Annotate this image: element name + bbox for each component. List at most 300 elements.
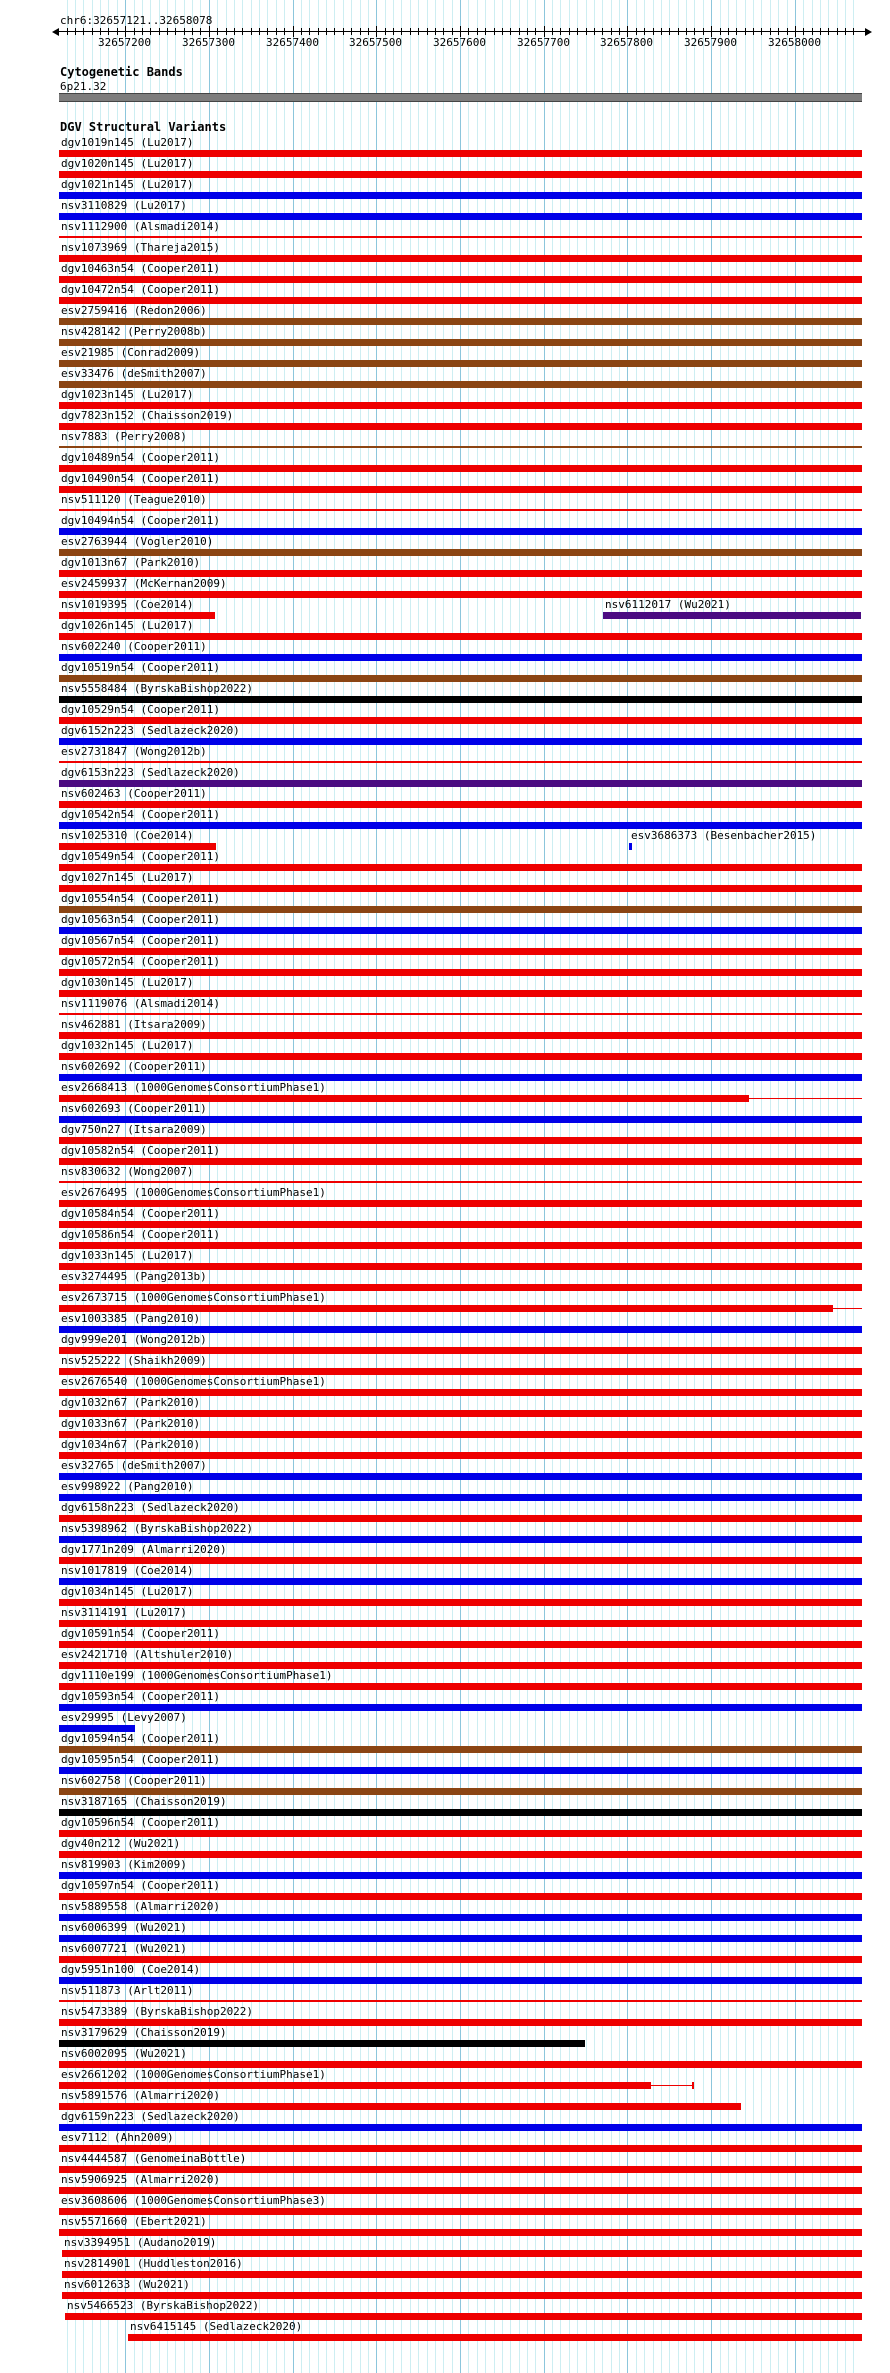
variant-label[interactable]: nsv830632 (Wong2007) (61, 1165, 194, 1178)
variant-label[interactable]: nsv5398962 (ByrskaBishop2022) (61, 1522, 254, 1535)
variant-bar[interactable] (59, 1473, 862, 1480)
minor-gridline (477, 0, 478, 2373)
minor-gridline (678, 0, 679, 2373)
variant-bar[interactable] (59, 381, 862, 388)
ruler-minor-tick (510, 28, 511, 35)
variant-label[interactable]: dgv1019n145 (Lu2017) (61, 136, 194, 149)
variant-label[interactable]: nsv6112017 (Wu2021) (605, 598, 731, 611)
band-label: 6p21.32 (60, 80, 107, 93)
variant-label[interactable]: esv3686373 (Besenbacher2015) (631, 829, 817, 842)
variant-label[interactable]: nsv511873 (Arlt2011) (61, 1984, 194, 1997)
variant-bar[interactable] (59, 1704, 862, 1711)
variant-bar[interactable] (59, 1872, 862, 1879)
variant-label[interactable]: nsv5571660 (Ebert2021) (61, 2215, 207, 2228)
variant-bar[interactable] (59, 1158, 862, 1165)
variant-label[interactable]: esv2661202 (1000GenomesConsortiumPhase1) (61, 2068, 326, 2081)
variant-label[interactable]: nsv819903 (Kim2009) (61, 1858, 187, 1871)
variant-label[interactable]: esv2763944 (Vogler2010) (61, 535, 214, 548)
ruler-tick-label: 32657200 (98, 36, 151, 49)
variant-label[interactable]: esv7112 (Ahn2009) (61, 2131, 174, 2144)
variant-label[interactable]: nsv5466523 (ByrskaBishop2022) (67, 2299, 260, 2312)
ruler-minor-tick (159, 28, 160, 35)
variant-label[interactable]: dgv1771n209 (Almarri2020) (61, 1543, 227, 1556)
variant-label[interactable]: esv2421710 (Altshuler2010) (61, 1648, 234, 1661)
variant-bar[interactable] (59, 906, 862, 913)
variant-bar[interactable] (59, 1347, 862, 1354)
variant-bar[interactable] (59, 654, 862, 661)
variant-bar[interactable] (59, 465, 862, 472)
variant-bar[interactable] (59, 2082, 651, 2089)
variant-label[interactable]: dgv1027n145 (Lu2017) (61, 871, 194, 884)
variant-bar[interactable] (59, 1013, 862, 1015)
variant-bar[interactable] (59, 1683, 862, 1690)
ruler-minor-tick (602, 28, 603, 35)
variant-label[interactable]: dgv6153n223 (Sedlazeck2020) (61, 766, 240, 779)
variant-label[interactable]: dgv1110e199 (1000GenomesConsortiumPhase1) (61, 1669, 333, 1682)
variant-label[interactable]: nsv5889558 (Almarri2020) (61, 1900, 220, 1913)
variant-bar[interactable] (59, 1599, 862, 1606)
ruler-minor-tick (410, 28, 411, 35)
variant-bar[interactable] (59, 927, 862, 934)
variant-label[interactable]: nsv602240 (Cooper2011) (61, 640, 207, 653)
ruler-minor-tick (577, 28, 578, 35)
variant-bar[interactable] (59, 1263, 862, 1270)
variant-label[interactable]: nsv2814901 (Huddleston2016) (64, 2257, 243, 2270)
variant-bar[interactable] (62, 2250, 862, 2257)
variant-label[interactable]: dgv1032n67 (Park2010) (61, 1396, 201, 1409)
ruler-minor-tick (67, 28, 68, 35)
minor-gridline (602, 0, 603, 2373)
minor-gridline (753, 0, 754, 2373)
cytobands-track-title: Cytogenetic Bands (60, 65, 183, 79)
variant-bar[interactable] (59, 1914, 862, 1921)
variant-label[interactable]: nsv6007721 (Wu2021) (61, 1942, 187, 1955)
variant-bar[interactable] (59, 1746, 862, 1753)
ruler-minor-tick (108, 28, 109, 35)
variant-bar[interactable] (59, 1200, 862, 1207)
ruler-minor-tick (259, 28, 260, 35)
variant-bar[interactable] (59, 1221, 862, 1228)
variant-bar[interactable] (59, 528, 862, 535)
variant-connector-line[interactable] (651, 2085, 693, 2086)
variant-bar[interactable] (59, 1830, 862, 1837)
variant-bar[interactable] (59, 1305, 833, 1312)
variant-bar[interactable] (59, 1389, 862, 1396)
variant-bar[interactable] (59, 360, 862, 367)
minor-gridline (577, 0, 578, 2373)
variant-label[interactable]: nsv1019395 (Coe2014) (61, 598, 194, 611)
variant-bar[interactable] (59, 2145, 862, 2152)
variant-label[interactable]: dgv10463n54 (Cooper2011) (61, 262, 220, 275)
variant-bar[interactable] (59, 446, 862, 448)
variant-bar[interactable] (59, 1116, 862, 1123)
variant-bar[interactable] (59, 1053, 862, 1060)
variant-label[interactable]: nsv602692 (Cooper2011) (61, 1060, 207, 1073)
ruler-minor-tick (309, 28, 310, 35)
variant-label[interactable]: dgv1033n67 (Park2010) (61, 1417, 201, 1430)
ruler-minor-tick (100, 28, 101, 35)
variant-bar[interactable] (59, 549, 862, 556)
variant-bar[interactable] (59, 801, 862, 808)
variant-label[interactable]: nsv3179629 (Chaisson2019) (61, 2026, 227, 2039)
variant-label[interactable]: nsv1119076 (Alsmadi2014) (61, 997, 220, 1010)
variant-label[interactable]: dgv1034n145 (Lu2017) (61, 1585, 194, 1598)
ruler-minor-tick (519, 28, 520, 35)
variant-label[interactable]: dgv10542n54 (Cooper2011) (61, 808, 220, 821)
ruler-minor-tick (301, 28, 302, 35)
ruler-minor-tick (75, 28, 76, 35)
variant-bar[interactable] (59, 822, 862, 829)
variant-label[interactable]: esv3274495 (Pang2013b) (61, 1270, 207, 1283)
variant-bar[interactable] (59, 1326, 862, 1333)
variant-label[interactable]: nsv6012633 (Wu2021) (64, 2278, 190, 2291)
ruler-minor-tick (745, 28, 746, 35)
ruler-minor-tick (653, 28, 654, 35)
variant-bar[interactable] (59, 843, 216, 850)
variant-end-tick[interactable] (692, 2082, 694, 2089)
variant-bar[interactable] (59, 717, 862, 724)
variant-label[interactable]: esv2759416 (Redon2006) (61, 304, 207, 317)
ruler-minor-tick (644, 28, 645, 35)
variant-bar[interactable] (59, 1452, 862, 1459)
ruler-tick-label: 32657900 (684, 36, 737, 49)
variant-bar[interactable] (59, 2061, 862, 2068)
ruler-minor-tick (678, 28, 679, 35)
variant-bar[interactable] (59, 885, 862, 892)
variant-bar[interactable] (59, 509, 862, 511)
variant-bar[interactable] (59, 969, 862, 976)
major-gridline (627, 0, 628, 2373)
variant-label[interactable]: dgv10549n54 (Cooper2011) (61, 850, 220, 863)
variant-label[interactable]: dgv10594n54 (Cooper2011) (61, 1732, 220, 1745)
variant-bar[interactable] (59, 1284, 862, 1291)
variant-label[interactable]: esv2668413 (1000GenomesConsortiumPhase1) (61, 1081, 326, 1094)
variant-bar[interactable] (59, 1809, 862, 1816)
variant-label[interactable]: nsv5891576 (Almarri2020) (61, 2089, 220, 2102)
variant-bar[interactable] (59, 339, 862, 346)
variant-connector-line[interactable] (749, 1098, 862, 1099)
ruler-minor-tick (234, 28, 235, 35)
variant-label[interactable]: esv21985 (Conrad2009) (61, 346, 201, 359)
variant-label[interactable]: nsv462881 (Itsara2009) (61, 1018, 207, 1031)
variant-label[interactable]: nsv4444587 (GenomeinaBottle) (61, 2152, 247, 2165)
variant-label[interactable]: dgv10595n54 (Cooper2011) (61, 1753, 220, 1766)
variant-bar[interactable] (65, 2313, 862, 2320)
minor-gridline (351, 0, 352, 2373)
variant-bar[interactable] (59, 738, 862, 745)
variant-label[interactable]: esv2676540 (1000GenomesConsortiumPhase1) (61, 1375, 326, 1388)
variant-bar[interactable] (59, 1242, 862, 1249)
variant-bar[interactable] (59, 402, 862, 409)
minor-gridline (385, 0, 386, 2373)
variant-bar[interactable] (59, 423, 862, 430)
ruler-tick-label: 32657500 (349, 36, 402, 49)
minor-gridline (694, 0, 695, 2373)
variant-bar[interactable] (59, 1767, 862, 1774)
minor-gridline (510, 0, 511, 2373)
variant-label[interactable]: nsv602463 (Cooper2011) (61, 787, 207, 800)
minor-gridline (368, 0, 369, 2373)
variant-label[interactable]: nsv1112900 (Alsmadi2014) (61, 220, 220, 233)
ruler-minor-tick (661, 28, 662, 35)
variant-bar[interactable] (59, 2019, 862, 2026)
minor-gridline (519, 0, 520, 2373)
variant-label[interactable]: dgv1032n145 (Lu2017) (61, 1039, 194, 1052)
variant-label[interactable]: nsv7883 (Perry2008) (61, 430, 187, 443)
variant-label[interactable]: esv3608606 (1000GenomesConsortiumPhase3) (61, 2194, 326, 2207)
variant-label[interactable]: esv29995 (Levy2007) (61, 1711, 187, 1724)
variant-label[interactable]: esv2731847 (Wong2012b) (61, 745, 207, 758)
minor-gridline (778, 0, 779, 2373)
variant-label[interactable]: dgv10490n54 (Cooper2011) (61, 472, 220, 485)
variant-bar[interactable] (59, 696, 862, 703)
variant-label[interactable]: dgv10596n54 (Cooper2011) (61, 1816, 220, 1829)
variant-label[interactable]: dgv1030n145 (Lu2017) (61, 976, 194, 989)
ruler-minor-tick (636, 28, 637, 35)
variant-bar[interactable] (59, 1578, 862, 1585)
variant-label[interactable]: dgv10567n54 (Cooper2011) (61, 934, 220, 947)
variant-bar[interactable] (59, 1032, 862, 1039)
variant-bar[interactable] (59, 297, 862, 304)
variant-bar[interactable] (59, 276, 862, 283)
variant-bar[interactable] (59, 761, 862, 763)
variant-bar[interactable] (59, 1935, 862, 1942)
minor-gridline (644, 0, 645, 2373)
variant-bar[interactable] (59, 236, 862, 238)
variant-label[interactable]: dgv10519n54 (Cooper2011) (61, 661, 220, 674)
variant-label[interactable]: dgv1020n145 (Lu2017) (61, 157, 194, 170)
variant-label[interactable]: dgv7823n152 (Chaisson2019) (61, 409, 234, 422)
ruler-minor-tick (586, 28, 587, 35)
ruler-minor-tick (703, 28, 704, 35)
variant-bar[interactable] (59, 192, 862, 199)
variant-bar[interactable] (59, 633, 862, 640)
variant-bar[interactable] (59, 675, 862, 682)
ruler-minor-tick (117, 28, 118, 35)
variant-label[interactable]: nsv6415145 (Sedlazeck2020) (130, 2320, 303, 2333)
variant-bar[interactable] (59, 570, 862, 577)
variant-bar[interactable] (59, 1181, 862, 1183)
variant-label[interactable]: dgv1034n67 (Park2010) (61, 1438, 201, 1451)
variant-label[interactable]: dgv1013n67 (Park2010) (61, 556, 201, 569)
variant-bar[interactable] (59, 1410, 862, 1417)
minor-gridline (745, 0, 746, 2373)
ruler-minor-tick (83, 28, 84, 35)
variant-label[interactable]: dgv10529n54 (Cooper2011) (61, 703, 220, 716)
ruler-minor-tick (787, 28, 788, 35)
variant-label[interactable]: dgv10586n54 (Cooper2011) (61, 1228, 220, 1241)
variant-bar[interactable] (59, 2103, 741, 2110)
variant-label[interactable]: dgv6159n223 (Sedlazeck2020) (61, 2110, 240, 2123)
variant-label[interactable]: nsv3114191 (Lu2017) (61, 1606, 187, 1619)
ruler-minor-tick (142, 28, 143, 35)
ruler-minor-tick (318, 28, 319, 35)
variant-bar[interactable] (59, 1662, 862, 1669)
variant-label[interactable]: dgv5951n100 (Coe2014) (61, 1963, 201, 1976)
variant-label[interactable]: nsv602693 (Cooper2011) (61, 1102, 207, 1115)
variant-bar[interactable] (59, 612, 215, 619)
variant-bar[interactable] (59, 1893, 862, 1900)
variant-label[interactable]: dgv1033n145 (Lu2017) (61, 1249, 194, 1262)
variant-bar[interactable] (59, 1494, 862, 1501)
ruler-minor-tick (611, 28, 612, 35)
variant-label[interactable]: dgv10582n54 (Cooper2011) (61, 1144, 220, 1157)
variant-label[interactable]: dgv10584n54 (Cooper2011) (61, 1207, 220, 1220)
variant-bar[interactable] (59, 171, 862, 178)
variant-label[interactable]: nsv3187165 (Chaisson2019) (61, 1795, 227, 1808)
variant-bar[interactable] (62, 2271, 862, 2278)
variant-label[interactable]: nsv5473389 (ByrskaBishop2022) (61, 2005, 254, 2018)
ruler-minor-tick (351, 28, 352, 35)
variant-bar[interactable] (59, 1977, 862, 1984)
minor-gridline (485, 0, 486, 2373)
variant-bar[interactable] (59, 255, 862, 262)
variant-label[interactable]: nsv5906925 (Almarri2020) (61, 2173, 220, 2186)
variant-bar[interactable] (59, 213, 862, 220)
variant-label[interactable]: nsv1073969 (Thareja2015) (61, 241, 220, 254)
ruler-minor-tick (167, 28, 168, 35)
variant-label[interactable]: dgv1023n145 (Lu2017) (61, 388, 194, 401)
variant-label[interactable]: nsv602758 (Cooper2011) (61, 1774, 207, 1787)
variant-label[interactable]: nsv3110829 (Lu2017) (61, 199, 187, 212)
variant-bar[interactable] (59, 2229, 862, 2236)
minor-gridline (761, 0, 762, 2373)
variant-bar[interactable] (59, 1641, 862, 1648)
variant-bar[interactable] (59, 1431, 862, 1438)
variant-label[interactable]: dgv1026n145 (Lu2017) (61, 619, 194, 632)
minor-gridline (787, 0, 788, 2373)
major-gridline (795, 0, 796, 2373)
variant-bar[interactable] (59, 1137, 862, 1144)
variant-bar[interactable] (59, 1956, 862, 1963)
variant-label[interactable]: dgv10494n54 (Cooper2011) (61, 514, 220, 527)
ruler-minor-tick (401, 28, 402, 35)
minor-gridline (560, 0, 561, 2373)
ruler-minor-tick (753, 28, 754, 35)
ruler-minor-tick (778, 28, 779, 35)
variant-bar[interactable] (59, 486, 862, 493)
variant-connector-line[interactable] (833, 1308, 862, 1309)
variant-label[interactable]: nsv6006399 (Wu2021) (61, 1921, 187, 1934)
ruler-right-arrow-icon (865, 28, 872, 36)
ruler-minor-tick (820, 28, 821, 35)
variant-bar[interactable] (59, 990, 862, 997)
ruler-minor-tick (761, 28, 762, 35)
variant-bar[interactable] (59, 2208, 862, 2215)
ruler-minor-tick (452, 28, 453, 35)
variant-bar[interactable] (629, 843, 632, 850)
minor-gridline (837, 0, 838, 2373)
ruler-minor-tick (686, 28, 687, 35)
variant-bar[interactable] (59, 864, 862, 871)
variant-label[interactable]: dgv1021n145 (Lu2017) (61, 178, 194, 191)
variant-label[interactable]: esv2676495 (1000GenomesConsortiumPhase1) (61, 1186, 326, 1199)
variant-label[interactable]: nsv6002095 (Wu2021) (61, 2047, 187, 2060)
ruler-minor-tick (569, 28, 570, 35)
variant-bar[interactable] (59, 1515, 862, 1522)
ruler-minor-tick (770, 28, 771, 35)
variant-bar[interactable] (59, 1851, 862, 1858)
variant-label[interactable]: dgv10597n54 (Cooper2011) (61, 1879, 220, 1892)
variant-bar[interactable] (59, 1074, 862, 1081)
variant-bar[interactable] (59, 1536, 862, 1543)
variant-bar[interactable] (59, 591, 862, 598)
minor-gridline (845, 0, 846, 2373)
variant-label[interactable]: dgv40n212 (Wu2021) (61, 1837, 181, 1850)
minor-gridline (468, 0, 469, 2373)
variant-label[interactable]: nsv3394951 (Audano2019) (64, 2236, 217, 2249)
minor-gridline (527, 0, 528, 2373)
variant-label[interactable]: nsv1017819 (Coe2014) (61, 1564, 194, 1577)
variant-bar[interactable] (59, 1368, 862, 1375)
variant-bar[interactable] (59, 150, 862, 157)
variant-bar[interactable] (59, 948, 862, 955)
variant-bar[interactable] (59, 318, 862, 325)
variant-label[interactable]: dgv10593n54 (Cooper2011) (61, 1690, 220, 1703)
variant-bar[interactable] (59, 2124, 862, 2131)
ruler-tick-label: 32657700 (517, 36, 570, 49)
variant-bar[interactable] (59, 1095, 749, 1102)
variant-bar[interactable] (603, 612, 861, 619)
ruler-tick-label: 32657300 (182, 36, 235, 49)
ruler-minor-tick (803, 28, 804, 35)
variant-label[interactable]: esv2459937 (McKernan2009) (61, 577, 227, 590)
variant-bar[interactable] (59, 1620, 862, 1627)
variant-bar[interactable] (59, 780, 862, 787)
ruler-minor-tick (853, 28, 854, 35)
variant-label[interactable]: dgv10472n54 (Cooper2011) (61, 283, 220, 296)
variant-bar[interactable] (59, 1725, 135, 1732)
ruler-minor-tick (360, 28, 361, 35)
minor-gridline (594, 0, 595, 2373)
cytoband-bar[interactable] (59, 93, 862, 102)
variant-label[interactable]: dgv999e201 (Wong2012b) (61, 1333, 207, 1346)
variant-bar[interactable] (59, 2000, 862, 2002)
variant-bar[interactable] (59, 2040, 585, 2047)
variant-bar[interactable] (59, 2166, 862, 2173)
variant-label[interactable]: nsv511120 (Teague2010) (61, 493, 207, 506)
variant-label[interactable]: dgv750n27 (Itsara2009) (61, 1123, 207, 1136)
minor-gridline (535, 0, 536, 2373)
variant-label[interactable]: esv32765 (deSmith2007) (61, 1459, 207, 1472)
variant-label[interactable]: dgv6158n223 (Sedlazeck2020) (61, 1501, 240, 1514)
ruler-minor-tick (845, 28, 846, 35)
variant-bar[interactable] (59, 1557, 862, 1564)
variant-bar[interactable] (59, 2187, 862, 2194)
minor-gridline (820, 0, 821, 2373)
minor-gridline (401, 0, 402, 2373)
variant-bar[interactable] (128, 2334, 862, 2341)
variant-bar[interactable] (62, 2292, 862, 2299)
variant-label[interactable]: dgv10489n54 (Cooper2011) (61, 451, 220, 464)
variant-label[interactable]: nsv428142 (Perry2008b) (61, 325, 207, 338)
variant-label[interactable]: dgv10563n54 (Cooper2011) (61, 913, 220, 926)
variant-label[interactable]: nsv1025310 (Coe2014) (61, 829, 194, 842)
variant-label[interactable]: dgv10554n54 (Cooper2011) (61, 892, 220, 905)
variant-label[interactable]: esv33476 (deSmith2007) (61, 367, 207, 380)
variant-label[interactable]: dgv10572n54 (Cooper2011) (61, 955, 220, 968)
variant-label[interactable]: esv998922 (Pang2010) (61, 1480, 194, 1493)
variant-label[interactable]: nsv5558484 (ByrskaBishop2022) (61, 682, 254, 695)
variant-bar[interactable] (59, 1788, 862, 1795)
variant-label[interactable]: dgv10591n54 (Cooper2011) (61, 1627, 220, 1640)
variant-label[interactable]: dgv6152n223 (Sedlazeck2020) (61, 724, 240, 737)
ruler-minor-tick (468, 28, 469, 35)
variant-label[interactable]: esv1003385 (Pang2010) (61, 1312, 201, 1325)
ruler-minor-tick (251, 28, 252, 35)
variant-label[interactable]: esv2673715 (1000GenomesConsortiumPhase1) (61, 1291, 326, 1304)
variant-label[interactable]: nsv525222 (Shaikh2009) (61, 1354, 207, 1367)
